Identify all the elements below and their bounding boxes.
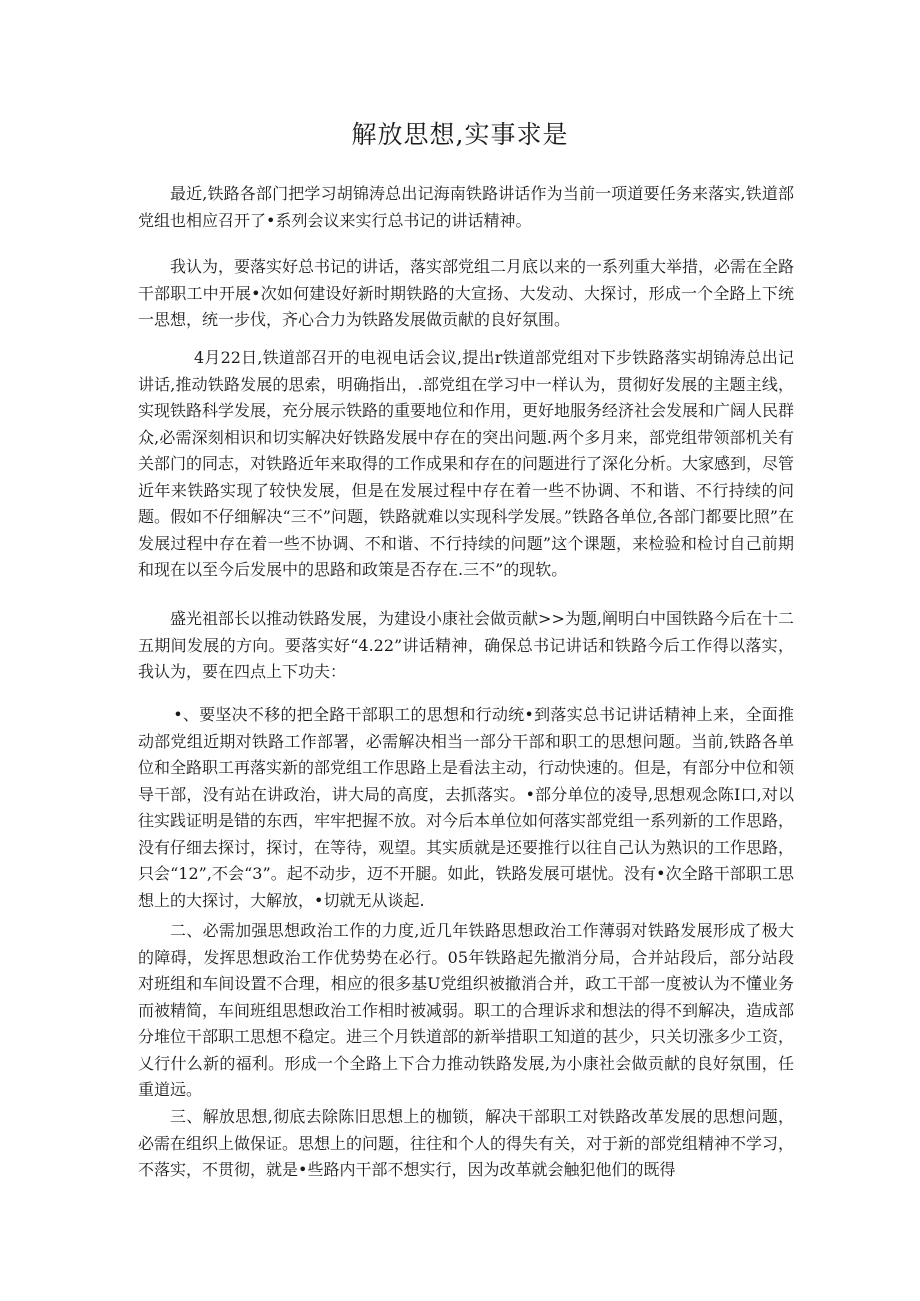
paragraph-meeting: 4月22日,铁道部召开的电视电话会议,提出r铁道部党组对下步铁路落实胡锦涛总出记讲话,推动铁路发展的思索，明确指出，.部党组在学习中一样认为，贯彻好发展的主题主线，实现铁路科学发展，充分展示铁路的重要地位和作用，更好地服务经济社会发展和广阔人民群众,必需深刻相识和切实解决好铁路发展中存在的突出问题.两个多月来，部党组带领部机关有关部门的同志，对铁路近年来取得的工作成果和存在的问题进行了深化分析。大家感到，尽管近年来铁路实现了较快发展，但是在发展过程中存在着一些不协调、不和谐、不行持续的问题。假如不仔细解决“三不”问题，铁路就难以实现科学发展。”铁路各单位,各部门都要比照”在发展过程中存在着一些不协调、不和谐、不行持续的问题”这个课题，来检验和检讨自己前期和现在以至今后发展中的思路和政策是否存在.三不”的现软。 (138, 348, 795, 579)
paragraph-point-two: 二、必需加强思想政治工作的力度,近几年铁路思想政治工作薄弱对铁路发展形成了极大的障碍，发挥思想政治工作优势势在必行。05年铁路起先撤消分局，合并站段后，部分站段对班组和车间设置不合理，相应的很多基U党组织被撤消合并，政工干部一度被认为不懂业务而被精简，车间班组思想政治工作相时被减弱。职工的合理诉求和想法的得不到解决，造成部分堆位干部职工思想不稳定。进三个月铁道部的新举措职工知道的甚少，只关切涨多少工资，乂行什么新的福利。形成一个全路上下合力推动铁路发展,为小康社会做贡献的良好氛围，任重道远。 (138, 921, 795, 1099)
document-title: 解放思想,实事求是 (351, 120, 569, 149)
paragraph-minister: 盛光祖部长以推动铁路发展，为建设小康社会做贡献>>为题,阐明白中国铁路今后在十二五期间发展的方向。要落实好“4.22”讲话精神，确保总书记讲话和铁路今后工作得以落实，我认为，要在四点上下功夫： (138, 609, 794, 681)
paragraph-intro: 最近,铁路各部门把学习胡锦涛总出记海南铁路讲话作为当前一项道要任务来落实,铁道部党组也相应召开了•系列会议来实行总书记的讲话精神。 (138, 184, 794, 230)
paragraph-point-three: 三、解放思想,彻底去除陈旧思想上的枷锁，解决干部职工对铁路改革发展的思想问题，必需在组织上做保证。思想上的问题，往往和个人的得失有关，对于新的部党组精神不学习，不落实，不贯彻，就是•些路内干部不想实行，因为改革就会触犯他们的既得 (138, 1107, 795, 1179)
paragraph-point-one: •、要坚决不移的把全路干部职工的思想和行动统•到落实总书记讲话精神上来，全面推动部党组近期对铁路工作部署，必需解决相当一部分干部和职工的思想问题。当前,铁路各单位和全路职工再落实新的部党组工作思路上是看法主动，行动快速的。但是，有部分中位和领导干部，没有站在讲政治，讲大局的高度，去抓落实。•部分单位的凌导,思想观念陈I口,对以往实践证明是错的东西，牢牢把握不放。对今后本单位如何落实部党组一系列新的工作思路，没有仔细去探讨，探讨，在等待，观望。其实质就是还要推行以往自己认为熟识的工作思路，只会“12”,不会“3”。起不动步，迈不开腿。如此，铁路发展可堪忧。没有•次全路干部职工思想上的大探讨，大解放，•切就无从谈起. (138, 705, 795, 910)
paragraph-opinion: 我认为，要落实好总书记的讲话，落实部党组二月底以来的一系列重大举措，必需在全路干部职工中开展•次如何建设好新时期铁路的大宣扬、大发动、大探讨，形成一个全路上下统一思想，统一步伐，齐心合力为铁路发展做贡献的良好氛围。 (138, 257, 795, 329)
